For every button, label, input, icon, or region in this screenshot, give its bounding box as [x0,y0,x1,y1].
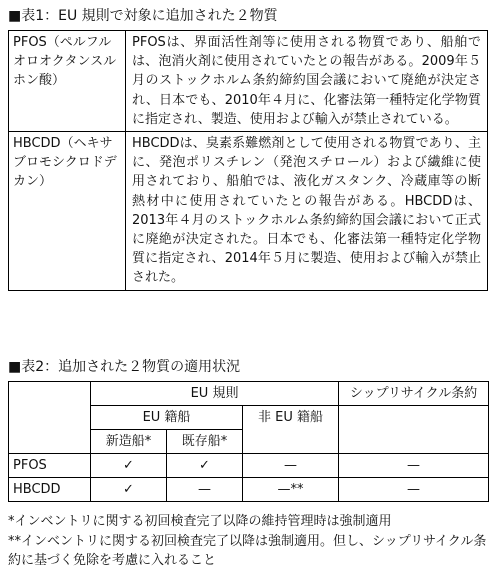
pfos-new-ships-check: ✓ [91,454,167,478]
pfos-existing-ships-check: ✓ [167,454,243,478]
header-non-eu-ships: 非 EU 籍船 [243,406,339,430]
hbcdd-existing-ships-value: — [167,478,243,502]
table2-title: ■表2：追加された２物質の適用状況 [8,359,241,375]
substance-description-hbcdd: HBCDDは、臭素系難燃剤として使用される物質であり、主に、発泡ポリスチレン（発泡スチロール）および繊維に使用されており、船舶では、液化ガスタンク、冷蔵庫等の断熱材中に使用されていたとの報告がある。HBCDDは、2013年４月のストックホルム条約締約国会議において正式に廃絶が決定された。日本でも、化審法第一種特定化学物質に指定され、2014年５月に製造、使用および輸入が禁止された。 [126,132,488,291]
table-row [9,454,489,478]
substance-name-hbcdd: HBCDD（ヘキサブロモシクロドデカン） [9,132,126,291]
footnote-single-asterisk: *インベントリに関する初回検査完了以降の維持管理時は強制適用 [8,514,392,529]
header-eu-ships: EU 籍船 [91,406,243,430]
header-existing-ships: 既存船* [167,430,243,454]
table-row [9,478,489,502]
header-empty-cell [243,430,339,454]
header-eu-regulation: EU 規則 [91,382,339,406]
footnote-double-asterisk: **インベントリに関する初回検査完了以降は強制適用。但し、シップリサイクル条約に基づく免除を考慮に入れること [8,533,487,568]
table-header-row [9,382,489,406]
substance-description-pfos: PFOSは、界面活性剤等に使用される物質であり、船舶では、泡消火剤に使用されていたとの報告がある。2009年５月のストックホルム条約締約国会議において廃絶が決定され、日本でも、2010年４月に、化審法第一種特定化学物質に指定され、製造、使用および輸入が禁止されている。 [126,31,488,132]
pfos-convention-value: — [339,454,489,478]
substance-name-pfos: PFOS（ペルフルオロオクタンスルホン酸） [9,31,126,132]
pfos-non-eu-value: — [243,454,339,478]
substances-table [8,30,488,291]
table-header-row [9,430,489,454]
row-label-pfos: PFOS [9,454,91,478]
application-status-table [8,381,489,502]
header-ship-recycling-convention: シップリサイクル条約 [339,382,489,406]
header-empty-cell [9,430,91,454]
hbcdd-non-eu-value: —** [243,478,339,502]
hbcdd-convention-value: — [339,478,489,502]
hbcdd-new-ships-check: ✓ [91,478,167,502]
header-empty-cell [339,430,489,454]
table-header-row [9,406,489,430]
table-row [9,132,488,291]
header-empty-cell [339,406,489,430]
header-empty-cell [9,406,91,430]
header-empty-cell [9,382,91,406]
footnotes [8,512,492,571]
row-label-hbcdd: HBCDD [9,478,91,502]
table-row [9,31,488,132]
table1-title: ■表1：EU 規則で対象に追加された２物質 [8,8,278,24]
header-new-ships: 新造船* [91,430,167,454]
